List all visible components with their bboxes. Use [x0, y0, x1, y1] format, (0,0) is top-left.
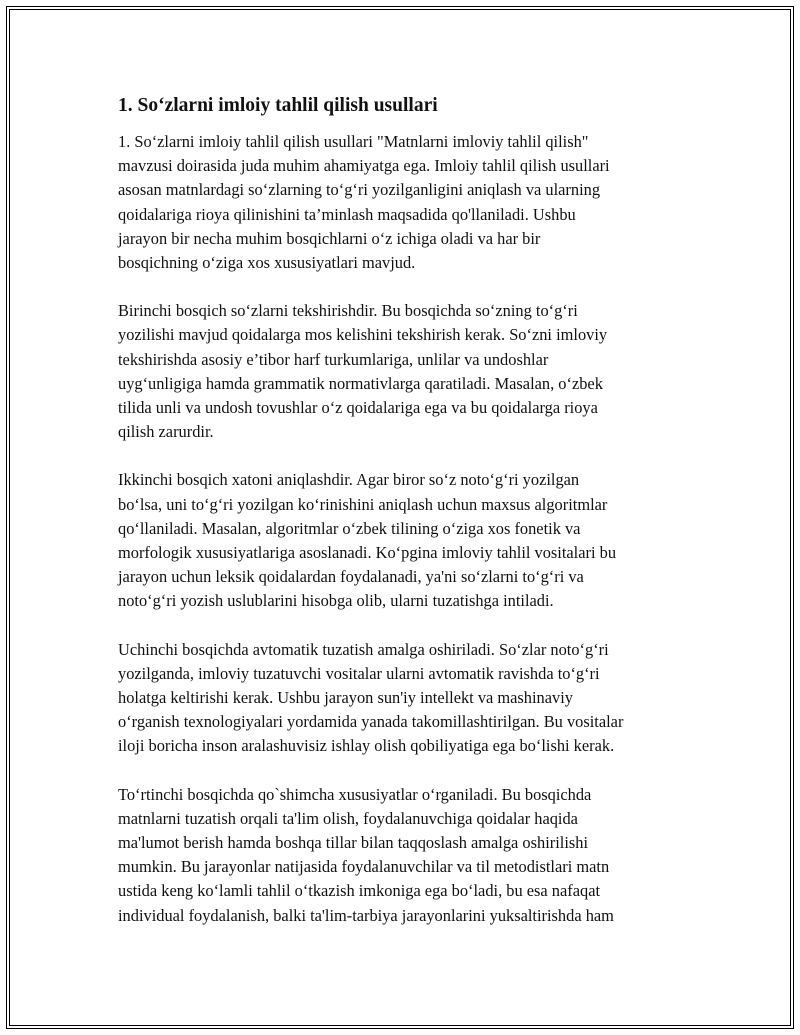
text-line: tilida unli va undosh tovushlar o‘z qoidalariga ega va bu qoidalarga rioya [118, 398, 598, 418]
text-line: ma'lumot berish hamda boshqa tillar bilan taqqoslash amalga oshirilishi [118, 833, 588, 853]
text-line: jarayon uchun leksik qoidalardan foydalanadi, ya'ni so‘zlarni to‘g‘ri va [118, 567, 584, 587]
text-line: morfologik xususiyatlariga asoslanadi. Ko‘pgina imloviy tahlil vositalari bu [118, 543, 617, 563]
text-line: qoidalariga rioya qilinishini ta’minlash maqsadida qo'llaniladi. Ushbu [118, 204, 576, 224]
text-line: asosan matnlardagi so‘zlarning to‘g‘ri yozilganligini aniqlash va ularning [118, 180, 601, 200]
paragraph-fourth-stage [118, 783, 698, 928]
text-line: o‘rganish texnologiyalari yordamida yanada takomillashtirilgan. Bu vositalar [118, 712, 624, 732]
text-line: To‘rtinchi bosqichda qo`shimcha xususiyatlar o‘rganiladi. Bu bosqichda [118, 784, 592, 804]
text-line: holatga keltirishi kerak. Ushbu jarayon sun'iy intellekt va mashinaviy [118, 688, 573, 708]
text-line: bosqichning o‘ziga xos xususiyatlari mavjud. [118, 253, 416, 273]
paragraph-intro [118, 130, 698, 275]
text-line: 1. So‘zlarni imloiy tahlil qilish usullari "Matnlarni imloviy tahlil qilish" [118, 132, 589, 151]
text-line: jarayon bir necha muhim bosqichlarni o‘z ichiga oladi va har bir [118, 228, 541, 248]
text-line: mumkin. Bu jarayonlar natijasida foydalanuvchilar va til metodistlari matn [118, 857, 610, 877]
text-line: mavzusi doirasida juda muhim ahamiyatga ega. Imloiy tahlil qilish usullari [118, 156, 610, 176]
text-line: yozilganda, imloviy tuzatuvchi vositalar ularni avtomatik ravishda to‘g‘ri [118, 663, 600, 683]
text-line: iloji boricha inson aralashuvisiz ishlay olish qobiliyatiga ega bo‘lishi kerak. [118, 736, 615, 756]
text-line: noto‘g‘ri yozish uslublarini hisobga olib, ularni tuzatishga intiladi. [118, 591, 554, 611]
text-line: Uchinchi bosqichda avtomatik tuzatish amalga oshiriladi. So‘zlar noto‘g‘ri [118, 639, 609, 659]
text-line: matnlarni tuzatish orqali ta'lim olish, foydalanuvchiga qoidalar haqida [118, 808, 578, 828]
text-line: qilish zarurdir. [118, 422, 214, 442]
text-line: bo‘lsa, uni to‘g‘ri yozilgan ko‘rinishini aniqlash uchun maxsus algoritmlar [118, 494, 608, 514]
text-line: ustida keng ko‘lamli tahlil o‘tkazish imkoniga ega bo‘ladi, bu esa nafaqat [118, 881, 601, 901]
text-line: Birinchi bosqich so‘zlarni tekshirishdir. Bu bosqichda so‘zning to‘g‘ri [118, 301, 578, 321]
text-line: tekshirishda asosiy e’tibor harf turkumlariga, unlilar va undoshlar [118, 349, 549, 369]
text-line: Ikkinchi bosqich xatoni aniqlashdir. Agar biror so‘z noto‘g‘ri yozilgan [118, 470, 580, 490]
section-heading: 1. So‘zlarni imloiy tahlil qilish usullari [118, 95, 438, 116]
paragraph-first-stage [118, 299, 698, 444]
document-body [118, 94, 698, 952]
text-line: individual foydalanish, balki ta'lim-tarbiya jarayonlarini yuksaltirishda ham [118, 905, 614, 925]
paragraph-third-stage [118, 638, 698, 759]
text-line: qo‘llaniladi. Masalan, algoritmlar o‘zbek tilining o‘ziga xos fonetik va [118, 518, 581, 538]
text-line: yozilishi mavjud qoidalarga mos kelishini tekshirish kerak. So‘zni imloviy [118, 325, 608, 345]
text-line: uyg‘unligiga hamda grammatik normativlarga qaratiladi. Masalan, o‘zbek [118, 373, 603, 393]
paragraph-second-stage [118, 468, 698, 613]
